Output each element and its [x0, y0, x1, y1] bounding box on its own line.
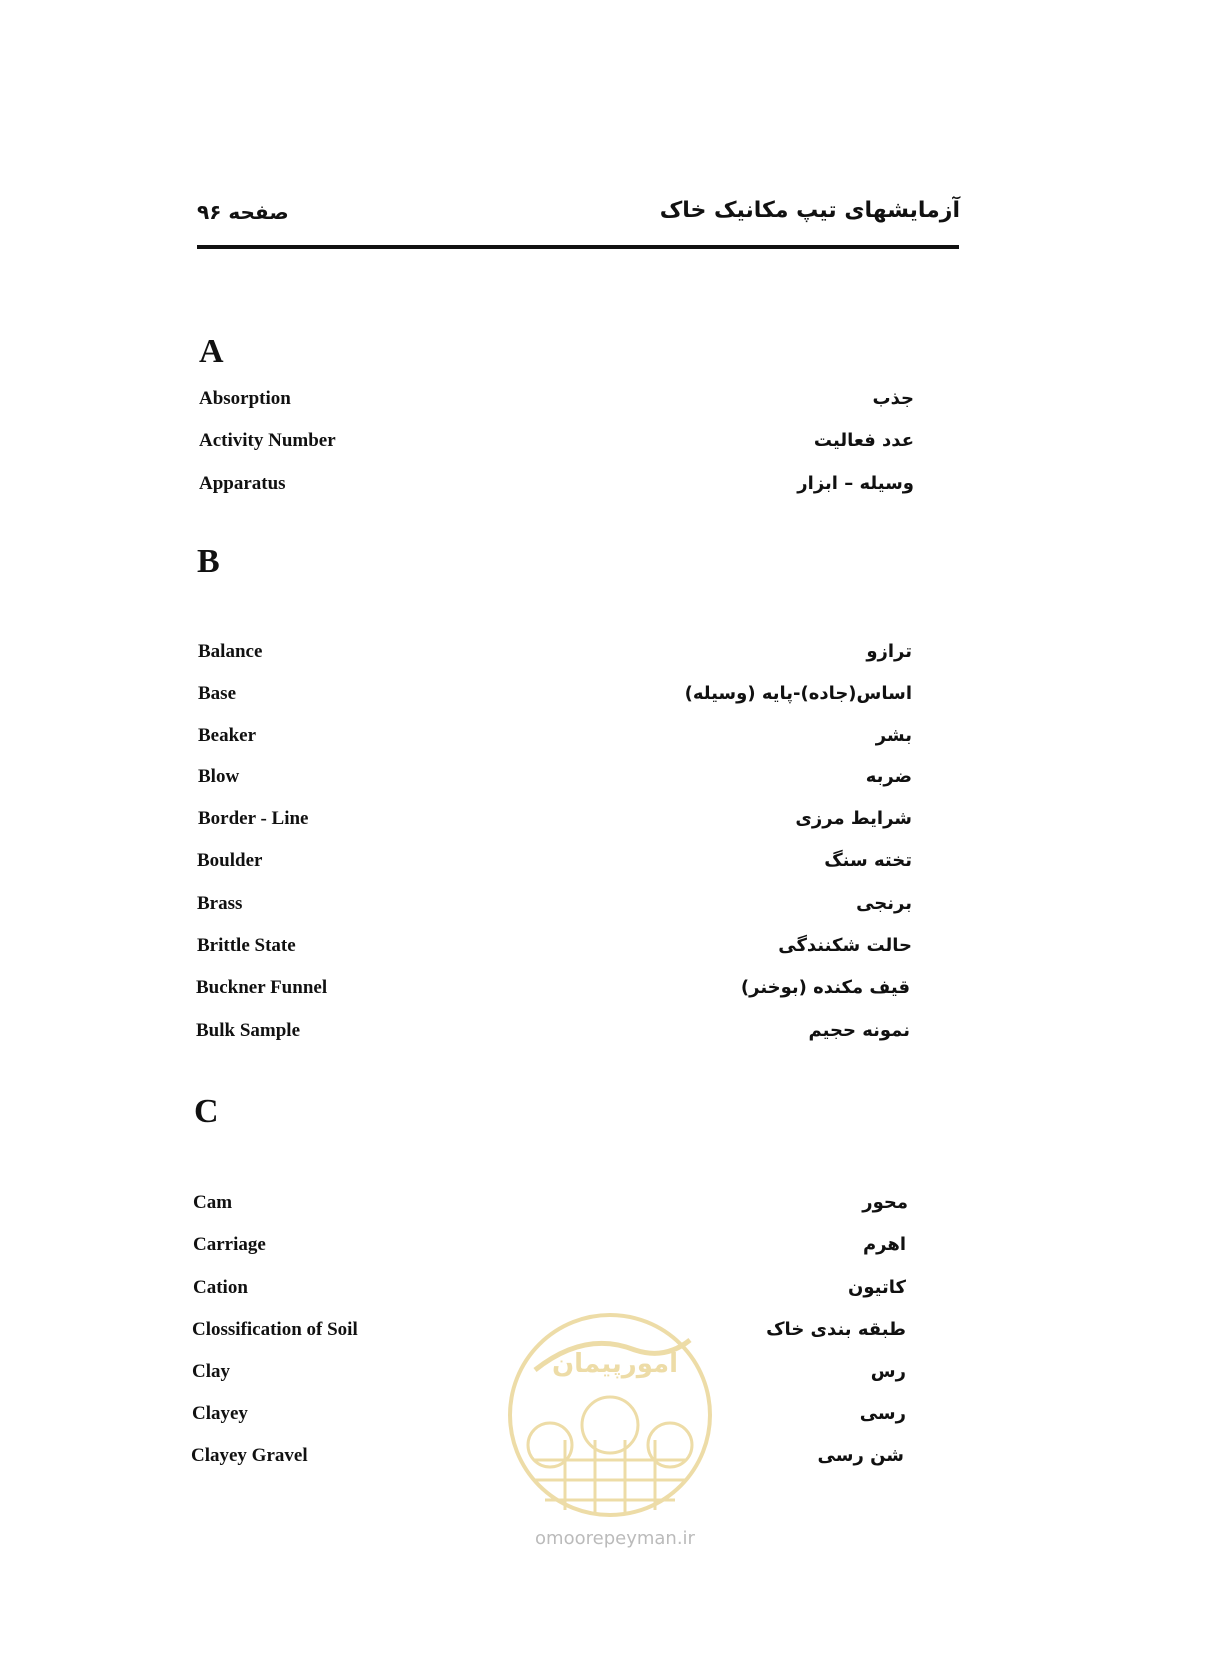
term-en: Clayey Gravel [191, 1445, 308, 1466]
term-fa: بشر [875, 725, 912, 746]
term-fa: وسیله – ابزار [797, 473, 914, 494]
term-en: Cation [193, 1277, 248, 1298]
term-en: Absorption [199, 388, 291, 409]
term-fa: حالت شکنندگی [778, 935, 912, 956]
term-fa: اساس(جاده)-پایه (وسیله) [684, 683, 912, 704]
term-en: Bulk Sample [196, 1020, 301, 1041]
term-fa: برنجی [856, 893, 912, 914]
term-fa: کاتیون [848, 1277, 906, 1298]
watermark-logo-text: امورپیمان [551, 1349, 679, 1379]
term-fa: عدد فعالیت [813, 430, 914, 451]
section-letter-c: C [194, 1093, 219, 1130]
term-en: Apparatus [199, 473, 286, 494]
term-fa: رس [870, 1361, 906, 1382]
watermark-logo-icon [505, 1310, 715, 1520]
term-en: Brittle State [197, 935, 296, 956]
term-fa: تخته سنگ [824, 850, 912, 871]
term-en: Boulder [197, 850, 263, 871]
term-fa: اهرم [862, 1234, 906, 1255]
term-en: Brass [197, 893, 243, 914]
book-title: آزمایشهای تیپ مکانیک خاک [659, 198, 960, 223]
term-fa: رسی [859, 1403, 906, 1424]
term-fa: شرایط مرزی [795, 808, 912, 829]
term-en: Beaker [198, 725, 257, 746]
term-en: Balance [198, 641, 263, 662]
section-letter-a: A [199, 333, 224, 370]
section-letter-b: B [197, 543, 220, 580]
term-fa: ضربه [865, 766, 912, 787]
term-en: Blow [198, 766, 240, 787]
term-fa: شن رسی [817, 1445, 904, 1466]
page-label: صفحه ۹۶ [197, 200, 289, 224]
term-fa: طبقه بندی خاک [766, 1319, 906, 1340]
term-fa: قیف مکنده (بوخنر) [740, 977, 910, 998]
term-fa: نمونه حجیم [808, 1020, 910, 1041]
term-fa: ترازو [866, 641, 912, 662]
watermark-site: omoorepeyman.ir [535, 1528, 695, 1549]
term-en: Border - Line [198, 808, 309, 829]
term-en: Activity Number [199, 430, 336, 451]
term-en: Carriage [193, 1234, 266, 1255]
term-en: Clay [192, 1361, 230, 1382]
term-fa: محور [862, 1192, 908, 1213]
header-rule [197, 245, 959, 249]
term-en: Cam [193, 1192, 233, 1213]
term-en: Buckner Funnel [196, 977, 328, 998]
term-en: Clayey [192, 1403, 248, 1424]
term-en: Base [198, 683, 236, 704]
term-fa: جذب [872, 388, 914, 409]
term-en: Clossification of Soil [192, 1319, 358, 1340]
